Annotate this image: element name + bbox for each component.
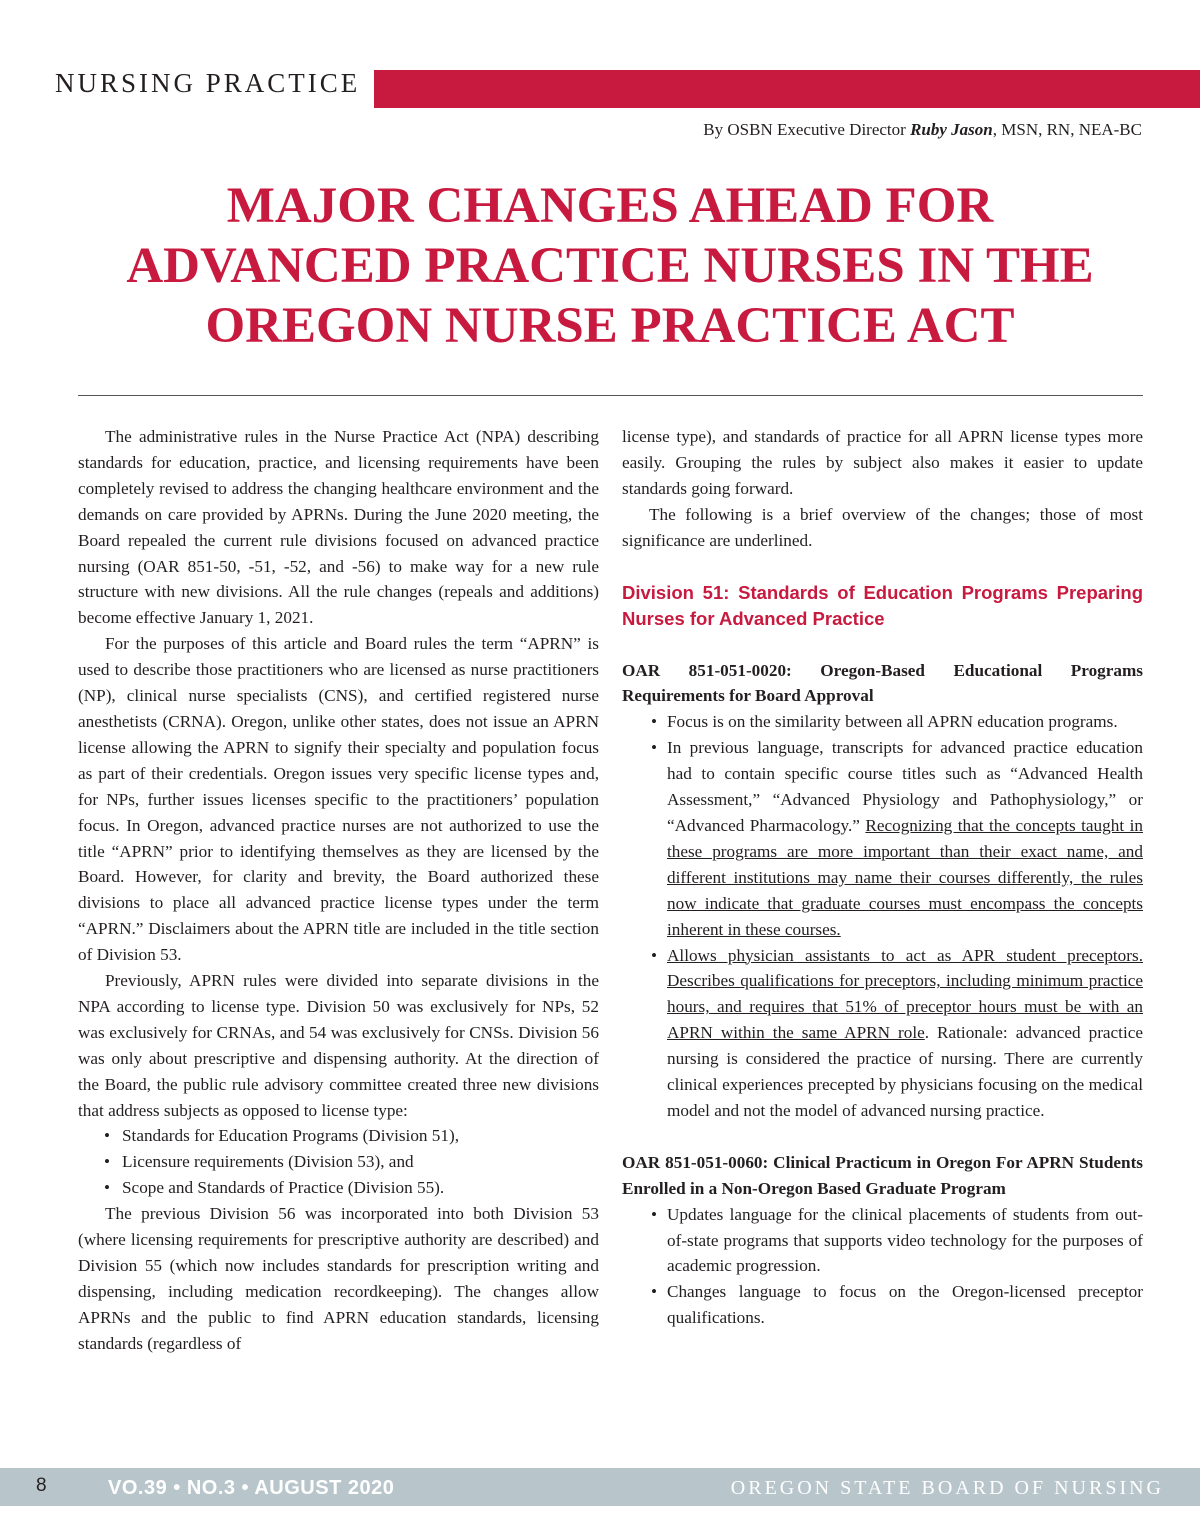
bullet-text: In previous language, transcripts for advanced practice education had to contain specific course titles such as “Advanced Health Assessment,” “Advanced Physiology and Pathophysiology,” or “Advanced Pharmacology.”: [667, 738, 1143, 835]
list-item: • Updates language for the clinical placements of students from out-of-state programs that supports video technology for the purposes of academic progression.: [622, 1202, 1143, 1280]
section-label: NURSING PRACTICE: [55, 68, 361, 98]
aprn-term-paragraph: For the purposes of this article and Board rules the term “APRN” is used to describe those practitioners who are licensed as nurse practitioners (NP), clinical nurse specialists (CNS), and certified registered nurse anesthetists (CRNA). Oregon, unlike other states, does not issue an APRN license allowing the APRN to signify their specialty and population focus as part of their credentials. Oregon issues very specific license types and, for NPs, further issues licenses specific to the practitioners’ population focus. In Oregon, advanced practice nurses are not authorized to use the title “APRN” prior to identifying themselves as they are licensed by the Board. However, for clarity and brevity, the Board authorized these divisions to place all advanced practice license types under the term “APRN.” Disclaimers about the APRN title are included in the title section of Division 53.: [78, 634, 599, 965]
left-column: [78, 424, 599, 1357]
oar-0060-list: [622, 1202, 1143, 1332]
byline-prefix: By OSBN Executive Director: [703, 120, 911, 139]
headline-line-3: OREGON NURSE PRACTICE ACT: [205, 298, 1015, 354]
headline-divider: [78, 395, 1143, 396]
list-item: [622, 943, 1143, 1124]
article-headline: [60, 176, 1160, 356]
author-name: Ruby Jason: [910, 120, 993, 139]
headline-line-1: MAJOR CHANGES AHEAD FOR: [226, 178, 994, 234]
headline-line-2: ADVANCED PRACTICE NURSES IN THE: [126, 238, 1094, 294]
oar-0020-heading: OAR 851-051-0020: Oregon-Based Educational Programs Requirements for Board Approval: [622, 660, 1143, 706]
byline-credentials: , MSN, RN, NEA-BC: [992, 120, 1142, 139]
divisions-paragraph: Previously, APRN rules were divided into separate divisions in the NPA according to license type. Division 50 was exclusively for NPs, 52 was exclusively for CRNAs, and 54 was exclusively for CNSs. Division 56 was only about prescriptive and dispensing authority. At the direction of the Board, the public rule advisory committee created three new divisions that address subjects as opposed to license type:: [78, 971, 599, 1120]
intro-paragraph: The administrative rules in the Nurse Practice Act (NPA) describing standards for education, practice, and licensing requirements have been completely revised to address the changing healthcare environment and the demands on care provided by APRNs. During the June 2020 meeting, the Board repealed the current rule divisions focused on advanced practice nursing (OAR 851-50, -51, -52, and -56) to make way for a new rule structure with new divisions. All the rule changes (repeals and additions) become effective January 1, 2021.: [78, 427, 599, 628]
list-item: [622, 735, 1143, 942]
organization-name: OREGON STATE BOARD OF NURSING: [730, 1477, 1164, 1499]
spacer: [622, 1124, 1143, 1150]
right-column: [622, 424, 1143, 1331]
division-56-paragraph: The previous Division 56 was incorporated into both Division 53 (where licensing requirements for prescriptive authority are described) and Division 55 (which now includes standards for prescription writing and dispensing, including medication recordkeeping). The changes allow APRNs and the public to find APRN education standards, licensing standards (regardless of: [78, 1204, 599, 1353]
list-item: • Licensure requirements (Division 53), and: [78, 1149, 599, 1175]
underlined-text: Allows physician assistants to act as APR student preceptors. Describes qualifications for preceptors, including minimum practice hours, and requires that 51% of preceptor hours must be with an APRN within the same APRN role: [667, 945, 1143, 1043]
division-51-heading: Division 51: Standards of Education Programs Preparing Nurses for Advanced Practice: [622, 581, 1143, 629]
continued-paragraph: license type), and standards of practice for all APRN license types more easily. Grouping the rules by subject also makes it easier to update standards going forward.: [622, 427, 1143, 498]
oar-0020-list: [622, 709, 1143, 1124]
new-divisions-list: [78, 1123, 599, 1201]
list-item: • Standards for Education Programs (Division 51),: [78, 1123, 599, 1149]
list-item: • Scope and Standards of Practice (Division 55).: [78, 1175, 599, 1201]
issue-label: VO.39 • NO.3 • AUGUST 2020: [108, 1477, 395, 1499]
list-item: • Focus is on the similarity between all APRN education programs.: [622, 709, 1143, 735]
bullet-text: . Rationale: advanced practice nursing is considered the practice of nursing. There are currently clinical experiences precepted by physicians focusing on the medical model and not the model of advanced nursing practice.: [667, 1023, 1143, 1120]
page-number: 8: [36, 1475, 47, 1496]
byline: [703, 120, 1142, 140]
oar-0060-heading: OAR 851-051-0060: Clinical Practicum in Oregon For APRN Students Enrolled in a Non-Oregon Based Graduate Program: [622, 1152, 1143, 1198]
section-color-bar: [374, 70, 1200, 108]
list-item: • Changes language to focus on the Oregon-licensed preceptor qualifications.: [622, 1279, 1143, 1331]
overview-paragraph: The following is a brief overview of the changes; those of most significance are underlined.: [622, 504, 1143, 550]
underlined-text: Recognizing that the concepts taught in these programs are more important than their exact name, and different institutions may name their courses differently, the rules now indicate that graduate courses must encompass the concepts inherent in these courses.: [667, 815, 1143, 939]
